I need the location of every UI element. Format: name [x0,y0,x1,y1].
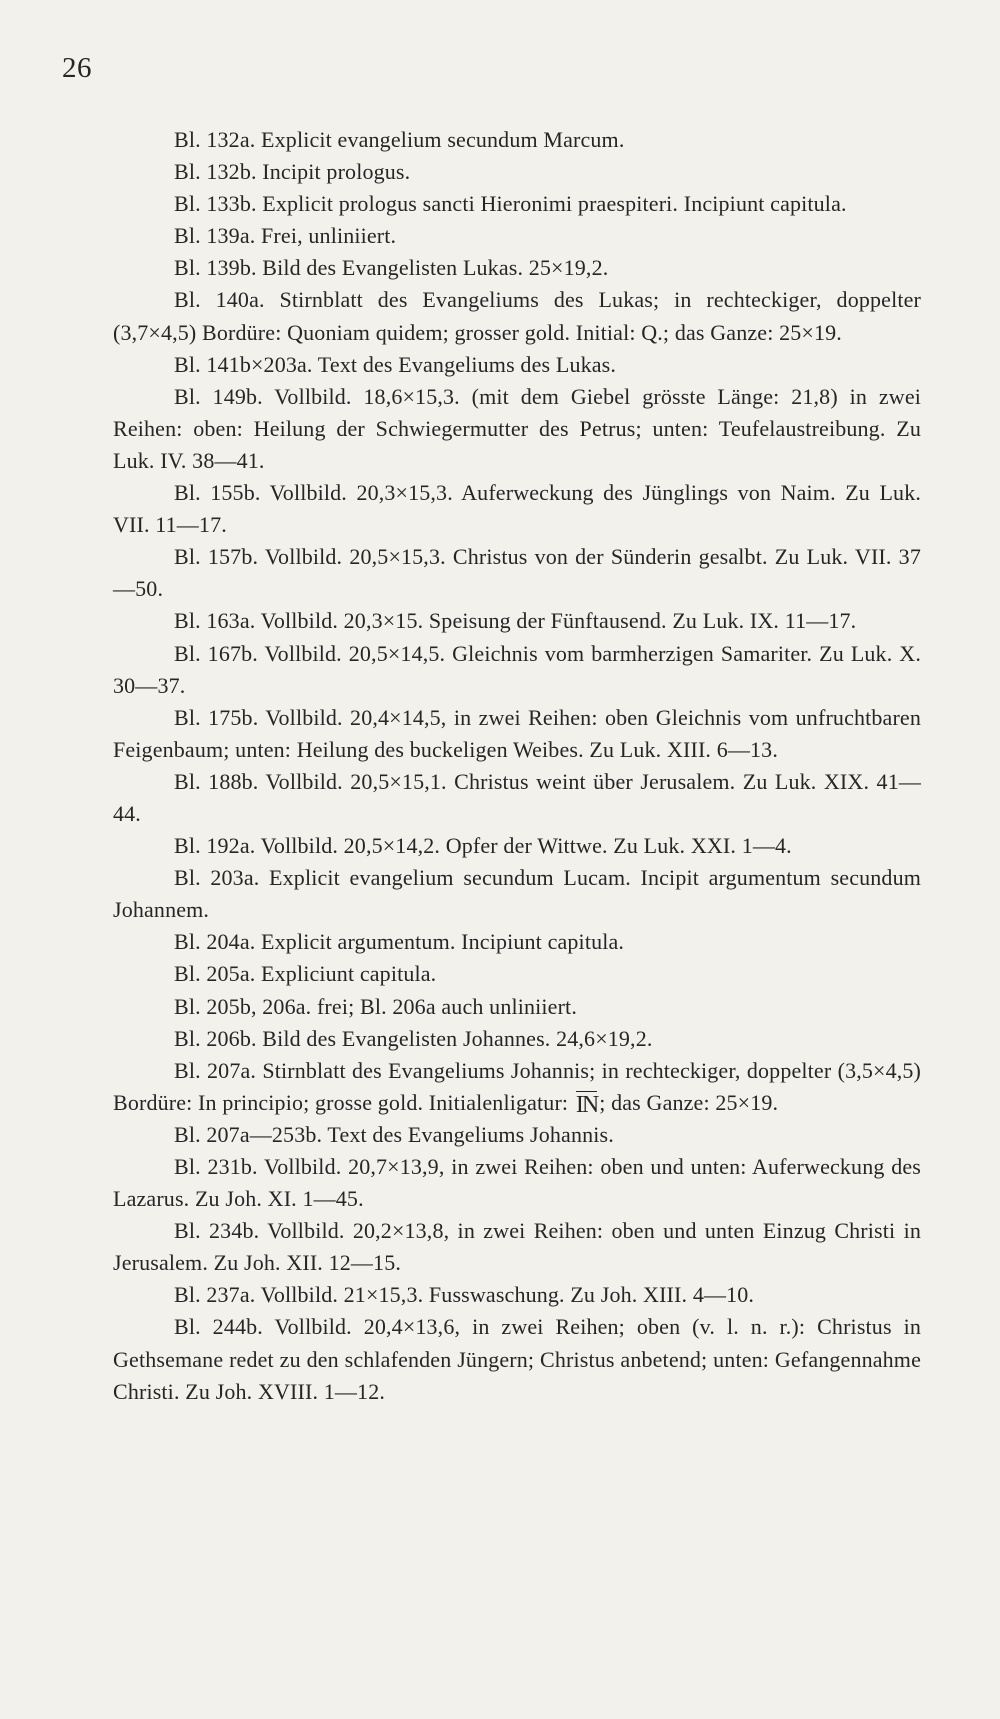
page-number: 26 [62,52,92,84]
entry [113,477,921,541]
entry [113,1151,921,1215]
entry [113,381,921,477]
entry [113,958,921,990]
entry [113,1311,921,1407]
entry [113,541,921,605]
entry-text: Bl. 203a. Explicit evangelium secundum Lucam. Incipit argumentum secundum Johannem. [113,865,921,923]
entry-text: Bl. 133b. Explicit prologus sancti Hieronimi praespiteri. Incipiunt capitula. [174,191,847,217]
entry [113,1119,921,1151]
initial-ligature: IN [575,1091,598,1118]
entry-text: Bl. 140a. Stirnblatt des Evangeliums des Lukas; in rechteckiger, doppelter (3,7×4,5) Bordüre: Quoniam quidem; grosser gold. Initial: Q.; das Ganze: 25×19. [113,287,921,345]
entry-text: Bl. 132a. Explicit evangelium secundum Marcum. [174,127,625,152]
entry-text: Bl. 175b. Vollbild. 20,4×14,5, in zwei Reihen: oben Gleichnis vom unfruchtbaren Feigenbaum; unten: Heilung des buckeligen Weibes. Zu Luk. XIII. 6—13. [113,704,921,762]
entry-text: Bl. 163a. Vollbild. 20,3×15. Speisung der Fünftausend. Zu Luk. IX. 11—17. [174,608,857,634]
entry-text: Bl. 207a. Stirnblatt des Evangeliums Johannis; in rechteckiger, doppelter (3,5×4,5) Bordüre: In principio; grosse gold. Initialenligatur: [113,1057,921,1115]
entry [113,1055,921,1119]
entry-text: Bl. 132b. Incipit prologus. [174,159,411,185]
entry [113,991,921,1023]
entry [113,349,921,381]
entry [113,605,921,637]
entry-text: Bl. 192a. Vollbild. 20,5×14,2. Opfer der Wittwe. Zu Luk. XXI. 1—4. [174,833,792,859]
entry [113,252,921,284]
entry [113,766,921,830]
entry [113,1279,921,1311]
entry [113,830,921,862]
entry-text: Bl. 205a. Expliciunt capitula. [174,961,437,987]
entry [113,862,921,926]
entry-text: Bl. 244b. Vollbild. 20,4×13,6, in zwei Reihen; oben (v. l. n. r.): Christus in Gethsemane redet zu den schlafenden Jüngern; Christus anbetend; unten: Gefangennahme Christi. Zu Joh. XVIII. 1—12. [113,1314,921,1404]
entry-text: Bl. 155b. Vollbild. 20,3×15,3. Auferweckung des Jünglings von Naim. Zu Luk. VII. 11—17. [113,480,921,538]
entry-text: Bl. 234b. Vollbild. 20,2×13,8, in zwei Reihen: oben und unten Einzug Christi in Jerusalem. Zu Joh. XII. 12—15. [113,1218,921,1276]
entry [113,156,921,188]
entry [113,638,921,702]
entry [113,1215,921,1279]
entry-text: Bl. 139a. Frei, unliniiert. [174,223,397,249]
entry-text: Bl. 139b. Bild des Evangelisten Lukas. 25×19,2. [174,255,609,281]
entry-text-tail: ; das Ganze: 25×19. [599,1089,779,1115]
entry [113,702,921,766]
entry [113,926,921,958]
entry [113,1023,921,1055]
entry-text: Bl. 149b. Vollbild. 18,6×15,3. (mit dem Giebel grösste Länge: 21,8) in zwei Reihen: oben: Heilung der Schwiegermutter des Petrus; unten: Teufelaustreibung. Zu Luk. IV. 38—41. [113,383,921,473]
entry [113,284,921,348]
entry-text: Bl. 204a. Explicit argumentum. Incipiunt capitula. [174,929,625,955]
entry [113,124,921,156]
entry-text: Bl. 188b. Vollbild. 20,5×15,1. Christus weint über Jerusalem. Zu Luk. XIX. 41—44. [113,768,921,826]
entry-text: Bl. 206b. Bild des Evangelisten Johannes. 24,6×19,2. [174,1025,653,1051]
entry-text: Bl. 237a. Vollbild. 21×15,3. Fusswaschung. Zu Joh. XIII. 4—10. [174,1282,755,1308]
entry [113,220,921,252]
entry-text: Bl. 231b. Vollbild. 20,7×13,9, in zwei Reihen: oben und unten: Auferweckung des Lazarus. Zu Joh. XI. 1—45. [113,1154,921,1212]
entry-text: Bl. 141b×203a. Text des Evangeliums des Lukas. [174,351,617,377]
entry-text: Bl. 207a—253b. Text des Evangeliums Johannis. [174,1121,614,1147]
entry-text: Bl. 167b. Vollbild. 20,5×14,5. Gleichnis vom barmherzigen Samariter. Zu Luk. X. 30—37. [113,640,921,698]
entry [113,188,921,220]
text-block [113,124,921,1408]
entry-text: Bl. 157b. Vollbild. 20,5×15,3. Christus von der Sünderin gesalbt. Zu Luk. VII. 37—50. [113,544,921,602]
entry-text: Bl. 205b, 206a. frei; Bl. 206a auch unliniiert. [174,993,577,1019]
